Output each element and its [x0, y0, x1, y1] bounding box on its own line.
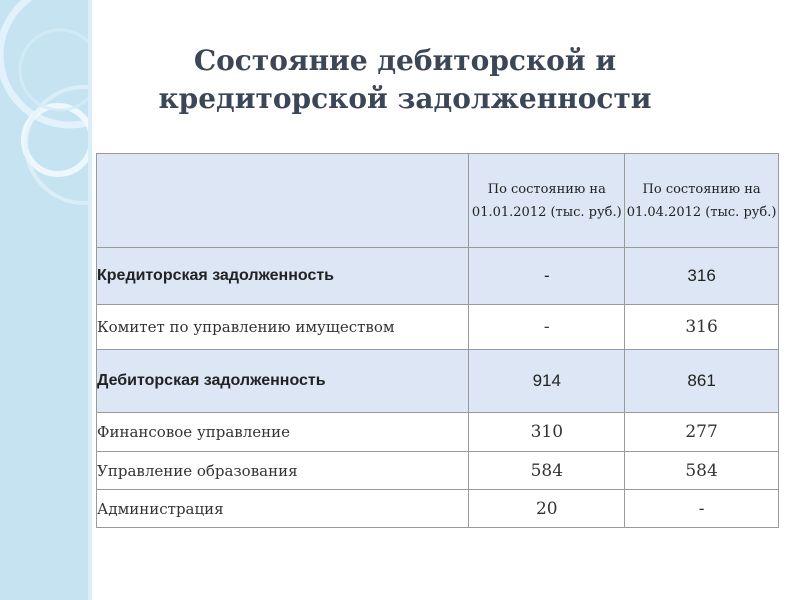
table-row	[97, 413, 779, 452]
header-cell-date-1: По состоянию на 01.01.2012 (тыс. руб.)	[469, 154, 625, 248]
table-header-row	[97, 154, 779, 248]
table-row	[97, 452, 779, 490]
table-row	[97, 490, 779, 528]
row-value-1: -	[469, 305, 625, 350]
slide-title-line1: Состояние дебиторской и	[193, 44, 617, 77]
row-value-1: 20	[469, 490, 625, 528]
row-label: Дебиторская задолженность	[97, 350, 469, 413]
header-cell-date-2: По состоянию на 01.04.2012 (тыс. руб.)	[625, 154, 779, 248]
slide-title-line2: кредиторской задолженности	[158, 82, 652, 115]
row-value-2: 277	[625, 413, 779, 452]
row-label: Кредиторская задолженность	[97, 248, 469, 305]
row-value-2: 584	[625, 452, 779, 490]
row-value-1: 584	[469, 452, 625, 490]
row-label: Финансовое управление	[97, 413, 469, 452]
row-value-2: 861	[625, 350, 779, 413]
row-value-2: -	[625, 490, 779, 528]
row-label: Администрация	[97, 490, 469, 528]
row-value-1: 310	[469, 413, 625, 452]
table-row	[97, 248, 779, 305]
stripe-edge	[88, 0, 92, 600]
row-value-2: 316	[625, 248, 779, 305]
row-value-1: -	[469, 248, 625, 305]
decorative-circles	[0, 0, 88, 600]
row-label: Комитет по управлению имуществом	[97, 305, 469, 350]
table-row	[97, 305, 779, 350]
row-value-1: 914	[469, 350, 625, 413]
decorative-side-stripe	[0, 0, 88, 600]
slide-title	[110, 42, 700, 118]
row-label: Управление образования	[97, 452, 469, 490]
debt-table	[96, 153, 779, 528]
row-value-2: 316	[625, 305, 779, 350]
table-row	[97, 350, 779, 413]
header-cell-empty	[97, 154, 469, 248]
